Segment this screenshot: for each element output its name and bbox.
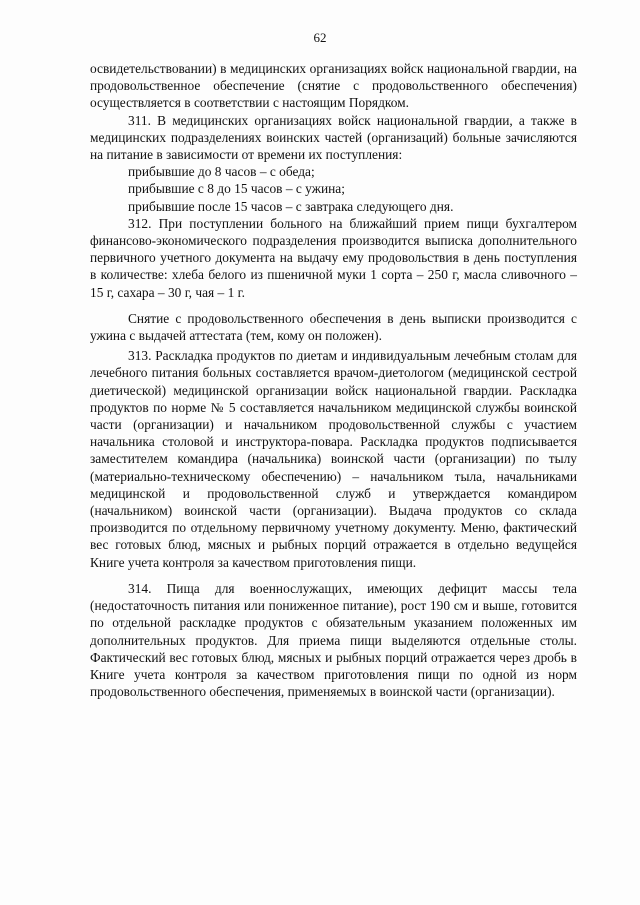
list-item-8-to-15: прибывшие с 8 до 15 часов – с ужина; bbox=[128, 181, 345, 197]
page-number: 62 bbox=[313, 30, 327, 45]
paragraph-discharge: Снятие с продовольственного обеспечения в день выписки производится с ужина с выдачей аттестата (тем, кому он положен). bbox=[90, 310, 577, 344]
paragraph-314: 314. Пища для военнослужащих, имеющих дефицит массы тела (недостаточность питания или пониженное питание), рост 190 см и выше, готовится по отдельной раскладке продуктов с обязательным указанием положенных им дополнительных продуктов. Для приема пищи выделяются отдельные столы. Фактический вес готовых блюд, мясных и рыбных порций отражается через дробь в Книге учета контроля за качеством приготовления пищи по одной из норм продовольственного обеспечения, применяемых в воинской части (организации). bbox=[90, 580, 577, 700]
paragraph-continuation: освидетельствовании) в медицинских организациях войск национальной гвардии, на продовольственное обеспечение (снятие с продовольственного обеспечения) осуществляется в соответствии с настоящим Порядком. bbox=[90, 61, 577, 111]
paragraph-313: 313. Раскладка продуктов по диетам и индивидуальным лечебным столам для лечебного питания больных составляется врачом-диетологом (медицинской сестрой диетической) медицинской организации войск национальной гвардии. Раскладка продуктов по норме № 5 составляется начальником медицинской службы воинской части (организации) и начальником продовольственной службы с участием начальника столовой и инструктора-повара. Раскладка продуктов подписывается заместителем командира (начальника) воинской части (организации) по тылу (материально-техническому обеспечению) – начальником тыла, начальниками медицинской и продовольственной служб и утверждается командиром (начальником) воинской части (организации). Выдача продуктов со склада производится по отдельному первичному учетному документу. Меню, фактический вес готовых блюд, мясных и рыбных порций отражается в отдельно ведущейся Книге учета контроля за качеством приготовления пищи. bbox=[90, 348, 577, 570]
list-item-after-15: прибывшие после 15 часов – с завтрака следующего дня. bbox=[128, 198, 454, 214]
list-item-before-8: прибывшие до 8 часов – с обеда; bbox=[128, 164, 315, 180]
paragraph-312: 312. При поступлении больного на ближайший прием пищи бухгалтером финансово-экономического подразделения производится выписка дополнительного первичного учетного документа на выдачу ему продовольствия в день поступления в количестве: хлеба белого из пшеничной муки 1 сорта – 250 г, масла сливочного – 15 г, сахара – 30 г, чая – 1 г. bbox=[90, 215, 577, 300]
paragraph-311: 311. В медицинских организациях войск национальной гвардии, а также в медицинских подразделениях воинских частей (организаций) больные зачисляются на питание в зависимости от времени их поступления: bbox=[90, 112, 577, 163]
document-body bbox=[90, 60, 577, 700]
